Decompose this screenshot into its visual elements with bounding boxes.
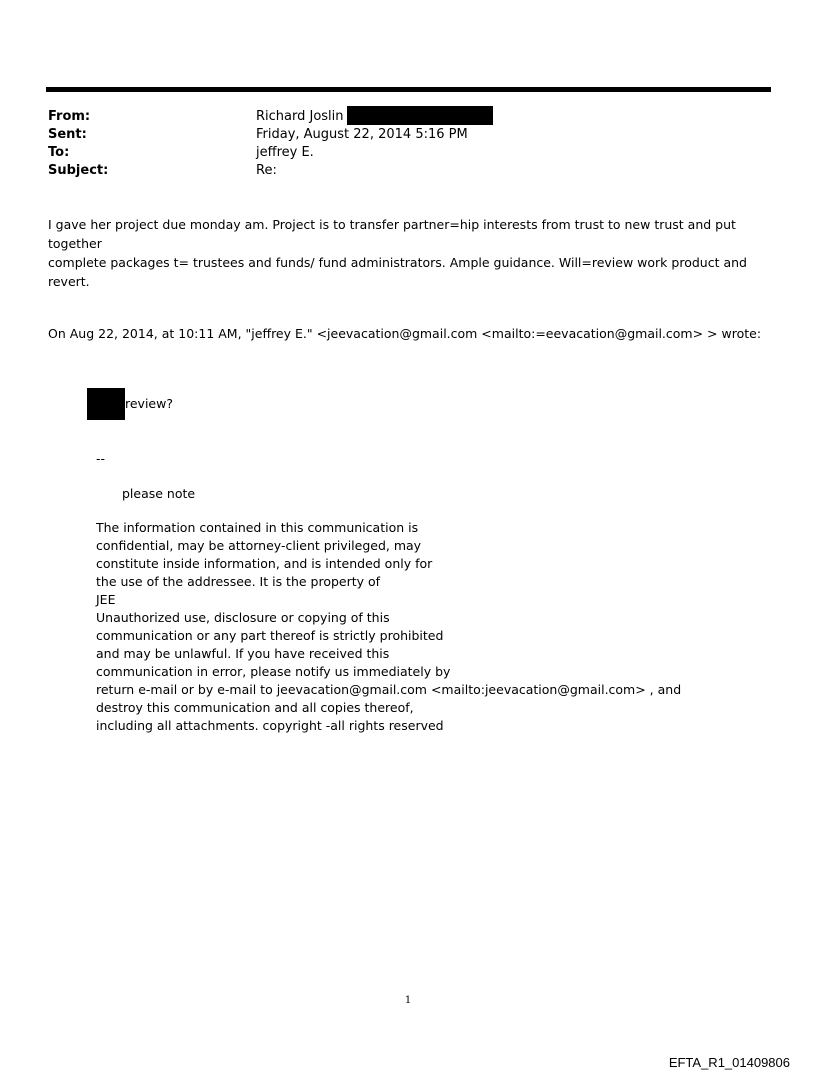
email-body xyxy=(48,215,778,291)
redaction-box xyxy=(347,106,493,125)
review-text: review? xyxy=(125,396,173,411)
to-label: To: xyxy=(48,145,70,160)
from-label: From: xyxy=(48,109,91,124)
body-line-1: I gave her project due monday am. Project is to transfer partner=hip interests from trust to new trust and put together xyxy=(48,217,736,251)
disclaimer-line: confidential, may be attorney-client privileged, may xyxy=(96,538,422,553)
from-value-container xyxy=(256,108,493,126)
disclaimer-line: destroy this communication and all copies thereof, xyxy=(96,700,414,715)
disclaimer-line: the use of the addressee. It is the property of xyxy=(96,574,381,589)
redaction-box xyxy=(87,388,125,420)
please-note-text: please note xyxy=(122,486,196,501)
to-value: jeffrey E. xyxy=(256,145,314,160)
disclaimer-line: including all attachments. copyright -all rights reserved xyxy=(96,718,444,733)
disclaimer-line: communication in error, please notify us immediately by xyxy=(96,664,451,679)
disclaimer-line: communication or any part thereof is strictly prohibited xyxy=(96,628,444,643)
header-from-row xyxy=(48,108,768,126)
quote-attribution: On Aug 22, 2014, at 10:11 AM, "jeffrey E." <jeevacation@gmail.com <mailto:=eevacation@gmail.com> > wrote: xyxy=(48,326,762,341)
disclaimer-line: return e-mail or by e-mail to jeevacation@gmail.com <mailto:jeevacation@gmail.com> , and xyxy=(96,682,682,697)
header-divider xyxy=(46,87,771,92)
document-id: EFTA_R1_01409806 xyxy=(668,1055,790,1070)
header-subject-row xyxy=(48,162,768,180)
disclaimer-line: The information contained in this communication is xyxy=(96,520,419,535)
disclaimer-line: constitute inside information, and is intended only for xyxy=(96,556,433,571)
subject-label: Subject: xyxy=(48,163,109,178)
disclaimer-line: and may be unlawful. If you have received this xyxy=(96,646,390,661)
disclaimer-line: JEE xyxy=(96,592,116,607)
header-to-row xyxy=(48,144,768,162)
quoted-review-line xyxy=(87,388,173,420)
confidentiality-disclaimer xyxy=(96,519,736,735)
header-sent-row xyxy=(48,126,768,144)
subject-value: Re: xyxy=(256,163,277,178)
from-value: Richard Joslin xyxy=(256,109,344,124)
page-number: 1 xyxy=(404,995,412,1006)
disclaimer-line: Unauthorized use, disclosure or copying of this xyxy=(96,610,390,625)
body-line-2: complete packages t= trustees and funds/ fund administrators. Ample guidance. Will=review work product and revert. xyxy=(48,255,747,289)
sent-label: Sent: xyxy=(48,127,87,142)
sent-value: Friday, August 22, 2014 5:16 PM xyxy=(256,127,468,142)
signature-separator: -- xyxy=(96,451,106,466)
